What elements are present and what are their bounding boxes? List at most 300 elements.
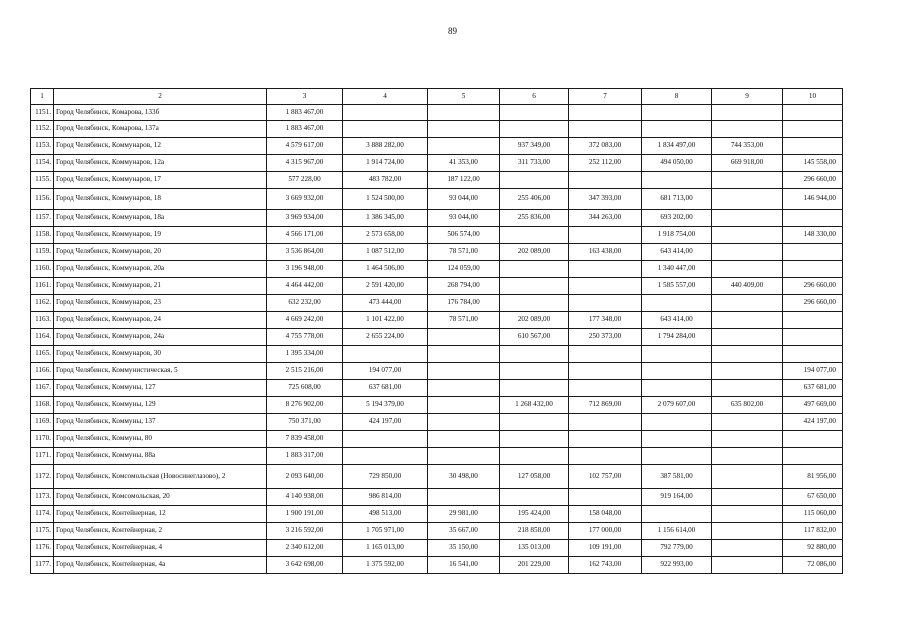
data-table bbox=[30, 88, 843, 574]
column-header: 8 bbox=[642, 89, 712, 105]
value-cell bbox=[428, 489, 500, 506]
table-row bbox=[31, 431, 843, 448]
table-row bbox=[31, 363, 843, 380]
value-cell: 296 660,00 bbox=[783, 278, 843, 295]
value-cell: 146 944,00 bbox=[783, 189, 843, 210]
value-cell: 2 591 420,00 bbox=[343, 278, 428, 295]
column-header: 3 bbox=[267, 89, 343, 105]
table-row bbox=[31, 523, 843, 540]
table-row bbox=[31, 448, 843, 465]
row-number-cell: 1171. bbox=[31, 448, 54, 465]
value-cell bbox=[500, 414, 569, 431]
value-cell bbox=[712, 172, 783, 189]
column-header: 6 bbox=[500, 89, 569, 105]
value-cell: 1 340 447,00 bbox=[642, 261, 712, 278]
value-cell: 986 814,00 bbox=[343, 489, 428, 506]
value-cell bbox=[569, 448, 642, 465]
table-row bbox=[31, 189, 843, 210]
value-cell: 148 330,00 bbox=[783, 227, 843, 244]
value-cell: 344 263,00 bbox=[569, 210, 642, 227]
page-number: 89 bbox=[448, 26, 457, 36]
row-number-cell: 1166. bbox=[31, 363, 54, 380]
value-cell: 1 375 592,00 bbox=[343, 557, 428, 574]
address-cell: Город Челябинск, Коммунаров, 20а bbox=[54, 261, 267, 278]
value-cell: 1 883 317,00 bbox=[267, 448, 343, 465]
value-cell bbox=[712, 346, 783, 363]
value-cell: 4 140 938,00 bbox=[267, 489, 343, 506]
value-cell: 2 079 607,00 bbox=[642, 397, 712, 414]
value-cell: 30 498,00 bbox=[428, 465, 500, 489]
address-cell: Город Челябинск, Коммуны, 127 bbox=[54, 380, 267, 397]
value-cell: 1 156 614,00 bbox=[642, 523, 712, 540]
value-cell bbox=[500, 346, 569, 363]
value-cell: 162 743,00 bbox=[569, 557, 642, 574]
value-cell bbox=[783, 312, 843, 329]
value-cell bbox=[783, 121, 843, 138]
value-cell bbox=[500, 261, 569, 278]
value-cell bbox=[569, 227, 642, 244]
value-cell: 4 669 242,00 bbox=[267, 312, 343, 329]
value-cell bbox=[428, 138, 500, 155]
column-header: 7 bbox=[569, 89, 642, 105]
value-cell: 1 101 422,00 bbox=[343, 312, 428, 329]
column-header: 2 bbox=[54, 89, 267, 105]
value-cell bbox=[500, 278, 569, 295]
value-cell: 792 779,00 bbox=[642, 540, 712, 557]
table-body bbox=[31, 105, 843, 574]
value-cell: 72 086,00 bbox=[783, 557, 843, 574]
value-cell: 4 566 171,00 bbox=[267, 227, 343, 244]
value-cell bbox=[428, 397, 500, 414]
value-cell: 7 839 458,00 bbox=[267, 431, 343, 448]
value-cell: 218 858,00 bbox=[500, 523, 569, 540]
table-row bbox=[31, 506, 843, 523]
address-cell: Город Челябинск, Коммунаров, 24а bbox=[54, 329, 267, 346]
value-cell: 725 608,00 bbox=[267, 380, 343, 397]
table-row bbox=[31, 261, 843, 278]
value-cell: 577 228,00 bbox=[267, 172, 343, 189]
value-cell: 1 395 334,00 bbox=[267, 346, 343, 363]
value-cell: 8 276 902,00 bbox=[267, 397, 343, 414]
address-cell: Город Челябинск, Коммунаров, 18 bbox=[54, 189, 267, 210]
value-cell: 1 918 754,00 bbox=[642, 227, 712, 244]
value-cell: 194 077,00 bbox=[343, 363, 428, 380]
row-number-cell: 1174. bbox=[31, 506, 54, 523]
value-cell: 35 150,00 bbox=[428, 540, 500, 557]
address-cell: Город Челябинск, Контейнерная, 4а bbox=[54, 557, 267, 574]
address-cell: Город Челябинск, Коммунаров, 30 bbox=[54, 346, 267, 363]
value-cell: 387 581,00 bbox=[642, 465, 712, 489]
row-number-cell: 1156. bbox=[31, 189, 54, 210]
address-cell: Город Челябинск, Контейнерная, 2 bbox=[54, 523, 267, 540]
value-cell bbox=[428, 105, 500, 121]
value-cell: 347 393,00 bbox=[569, 189, 642, 210]
value-cell: 255 406,00 bbox=[500, 189, 569, 210]
value-cell bbox=[428, 121, 500, 138]
table-row bbox=[31, 380, 843, 397]
value-cell: 1 165 013,00 bbox=[343, 540, 428, 557]
value-cell bbox=[712, 380, 783, 397]
value-cell: 2 093 640,00 bbox=[267, 465, 343, 489]
value-cell bbox=[783, 346, 843, 363]
table-row bbox=[31, 312, 843, 329]
value-cell: 2 515 216,00 bbox=[267, 363, 343, 380]
value-cell: 252 112,00 bbox=[569, 155, 642, 172]
value-cell bbox=[642, 414, 712, 431]
value-cell: 1 585 557,00 bbox=[642, 278, 712, 295]
column-header: 9 bbox=[712, 89, 783, 105]
value-cell bbox=[500, 172, 569, 189]
value-cell: 2 655 224,00 bbox=[343, 329, 428, 346]
table-row bbox=[31, 155, 843, 172]
value-cell bbox=[500, 489, 569, 506]
value-cell bbox=[343, 121, 428, 138]
value-cell: 41 353,00 bbox=[428, 155, 500, 172]
value-cell bbox=[642, 105, 712, 121]
value-cell: 296 660,00 bbox=[783, 172, 843, 189]
table-row bbox=[31, 105, 843, 121]
value-cell: 1 900 191,00 bbox=[267, 506, 343, 523]
value-cell: 3 642 698,00 bbox=[267, 557, 343, 574]
table-row bbox=[31, 329, 843, 346]
value-cell bbox=[712, 506, 783, 523]
row-number-cell: 1170. bbox=[31, 431, 54, 448]
value-cell: 1 524 500,00 bbox=[343, 189, 428, 210]
value-cell bbox=[569, 489, 642, 506]
value-cell bbox=[569, 105, 642, 121]
value-cell: 1 087 512,00 bbox=[343, 244, 428, 261]
value-cell bbox=[569, 172, 642, 189]
value-cell: 268 794,00 bbox=[428, 278, 500, 295]
value-cell bbox=[500, 363, 569, 380]
row-number-cell: 1164. bbox=[31, 329, 54, 346]
value-cell: 4 755 778,00 bbox=[267, 329, 343, 346]
value-cell: 3 536 864,00 bbox=[267, 244, 343, 261]
table-row bbox=[31, 465, 843, 489]
address-cell: Город Челябинск, Коммунаров, 17 bbox=[54, 172, 267, 189]
value-cell bbox=[569, 278, 642, 295]
column-header: 1 bbox=[31, 89, 54, 105]
address-cell: Город Челябинск, Комсомольская (Новосинеглазово), 2 bbox=[54, 465, 267, 489]
value-cell bbox=[642, 363, 712, 380]
row-number-cell: 1161. bbox=[31, 278, 54, 295]
row-number-cell: 1153. bbox=[31, 138, 54, 155]
column-header: 10 bbox=[783, 89, 843, 105]
address-cell: Город Челябинск, Коммунаров, 23 bbox=[54, 295, 267, 312]
value-cell: 498 513,00 bbox=[343, 506, 428, 523]
value-cell bbox=[712, 312, 783, 329]
value-cell bbox=[642, 506, 712, 523]
row-number-cell: 1159. bbox=[31, 244, 54, 261]
value-cell: 177 348,00 bbox=[569, 312, 642, 329]
value-cell: 250 373,00 bbox=[569, 329, 642, 346]
table-row bbox=[31, 172, 843, 189]
value-cell bbox=[712, 105, 783, 121]
value-cell bbox=[500, 227, 569, 244]
value-cell: 158 048,00 bbox=[569, 506, 642, 523]
row-number-cell: 1157. bbox=[31, 210, 54, 227]
value-cell: 102 757,00 bbox=[569, 465, 642, 489]
table-row bbox=[31, 244, 843, 261]
value-cell: 93 044,00 bbox=[428, 189, 500, 210]
table-row bbox=[31, 489, 843, 506]
value-cell bbox=[712, 189, 783, 210]
value-cell bbox=[712, 414, 783, 431]
value-cell bbox=[783, 431, 843, 448]
value-cell bbox=[428, 431, 500, 448]
value-cell: 635 802,00 bbox=[712, 397, 783, 414]
value-cell: 610 567,00 bbox=[500, 329, 569, 346]
value-cell: 16 541,00 bbox=[428, 557, 500, 574]
address-cell: Город Челябинск, Коммунаров, 18а bbox=[54, 210, 267, 227]
row-number-cell: 1162. bbox=[31, 295, 54, 312]
row-number-cell: 1165. bbox=[31, 346, 54, 363]
address-cell: Город Челябинск, Комсомольская, 20 bbox=[54, 489, 267, 506]
value-cell bbox=[428, 380, 500, 397]
value-cell bbox=[500, 448, 569, 465]
value-cell: 669 918,00 bbox=[712, 155, 783, 172]
value-cell: 4 464 442,00 bbox=[267, 278, 343, 295]
value-cell: 93 044,00 bbox=[428, 210, 500, 227]
value-cell bbox=[500, 380, 569, 397]
row-number-cell: 1177. bbox=[31, 557, 54, 574]
value-cell bbox=[783, 329, 843, 346]
value-cell bbox=[569, 121, 642, 138]
row-number-cell: 1154. bbox=[31, 155, 54, 172]
value-cell: 194 077,00 bbox=[783, 363, 843, 380]
value-cell: 35 667,00 bbox=[428, 523, 500, 540]
value-cell bbox=[712, 121, 783, 138]
column-header: 4 bbox=[343, 89, 428, 105]
value-cell: 4 315 967,00 bbox=[267, 155, 343, 172]
table-row bbox=[31, 540, 843, 557]
row-number-cell: 1151. bbox=[31, 105, 54, 121]
value-cell: 117 832,00 bbox=[783, 523, 843, 540]
value-cell: 729 850,00 bbox=[343, 465, 428, 489]
value-cell: 497 669,00 bbox=[783, 397, 843, 414]
table-row bbox=[31, 210, 843, 227]
row-number-cell: 1155. bbox=[31, 172, 54, 189]
value-cell: 681 713,00 bbox=[642, 189, 712, 210]
value-cell: 29 981,00 bbox=[428, 506, 500, 523]
value-cell bbox=[712, 295, 783, 312]
value-cell bbox=[712, 363, 783, 380]
address-cell: Город Челябинск, Коммунаров, 12 bbox=[54, 138, 267, 155]
table-row bbox=[31, 397, 843, 414]
value-cell bbox=[428, 329, 500, 346]
value-cell: 127 058,00 bbox=[500, 465, 569, 489]
address-cell: Город Челябинск, Коммунаров, 19 bbox=[54, 227, 267, 244]
value-cell bbox=[343, 346, 428, 363]
value-cell: 3 196 948,00 bbox=[267, 261, 343, 278]
value-cell: 1 794 284,00 bbox=[642, 329, 712, 346]
value-cell: 632 232,00 bbox=[267, 295, 343, 312]
address-cell: Город Челябинск, Коммуны, 137 bbox=[54, 414, 267, 431]
value-cell: 1 914 724,00 bbox=[343, 155, 428, 172]
value-cell: 1 705 971,00 bbox=[343, 523, 428, 540]
value-cell: 637 681,00 bbox=[343, 380, 428, 397]
value-cell bbox=[783, 210, 843, 227]
value-cell bbox=[712, 540, 783, 557]
table-row bbox=[31, 278, 843, 295]
table-row bbox=[31, 295, 843, 312]
row-number-cell: 1173. bbox=[31, 489, 54, 506]
value-cell: 494 050,00 bbox=[642, 155, 712, 172]
value-cell: 744 353,00 bbox=[712, 138, 783, 155]
value-cell: 3 669 932,00 bbox=[267, 189, 343, 210]
value-cell: 124 059,00 bbox=[428, 261, 500, 278]
value-cell: 3 888 282,00 bbox=[343, 138, 428, 155]
table-row bbox=[31, 414, 843, 431]
address-cell: Город Челябинск, Коммуны, 129 bbox=[54, 397, 267, 414]
address-cell: Город Челябинск, Коммунаров, 20 bbox=[54, 244, 267, 261]
value-cell bbox=[569, 346, 642, 363]
value-cell: 163 438,00 bbox=[569, 244, 642, 261]
value-cell: 643 414,00 bbox=[642, 312, 712, 329]
value-cell bbox=[712, 261, 783, 278]
value-cell bbox=[642, 346, 712, 363]
value-cell: 255 836,00 bbox=[500, 210, 569, 227]
value-cell bbox=[500, 105, 569, 121]
value-cell: 372 083,00 bbox=[569, 138, 642, 155]
row-number-cell: 1169. bbox=[31, 414, 54, 431]
value-cell bbox=[500, 121, 569, 138]
value-cell: 637 681,00 bbox=[783, 380, 843, 397]
row-number-cell: 1172. bbox=[31, 465, 54, 489]
value-cell bbox=[569, 363, 642, 380]
row-number-cell: 1168. bbox=[31, 397, 54, 414]
address-cell: Город Челябинск, Коммунаров, 21 bbox=[54, 278, 267, 295]
row-number-cell: 1158. bbox=[31, 227, 54, 244]
column-header: 5 bbox=[428, 89, 500, 105]
value-cell: 187 122,00 bbox=[428, 172, 500, 189]
value-cell bbox=[712, 244, 783, 261]
value-cell: 1 386 345,00 bbox=[343, 210, 428, 227]
value-cell: 1 268 432,00 bbox=[500, 397, 569, 414]
value-cell bbox=[428, 363, 500, 380]
value-cell bbox=[642, 431, 712, 448]
address-cell: Город Челябинск, Комарова, 137а bbox=[54, 121, 267, 138]
value-cell bbox=[712, 489, 783, 506]
table-row bbox=[31, 346, 843, 363]
value-cell: 201 229,00 bbox=[500, 557, 569, 574]
value-cell bbox=[500, 295, 569, 312]
value-cell: 311 733,00 bbox=[500, 155, 569, 172]
value-cell: 440 409,00 bbox=[712, 278, 783, 295]
address-cell: Город Челябинск, Коммунаров, 24 bbox=[54, 312, 267, 329]
value-cell bbox=[569, 295, 642, 312]
value-cell bbox=[642, 121, 712, 138]
value-cell bbox=[343, 105, 428, 121]
address-cell: Город Челябинск, Коммуны, 88а bbox=[54, 448, 267, 465]
value-cell bbox=[712, 210, 783, 227]
value-cell: 1 883 467,00 bbox=[267, 121, 343, 138]
value-cell: 424 197,00 bbox=[783, 414, 843, 431]
value-cell: 67 650,00 bbox=[783, 489, 843, 506]
row-number-cell: 1175. bbox=[31, 523, 54, 540]
value-cell bbox=[642, 295, 712, 312]
value-cell bbox=[642, 172, 712, 189]
value-cell: 115 060,00 bbox=[783, 506, 843, 523]
address-cell: Город Челябинск, Контейнерная, 12 bbox=[54, 506, 267, 523]
value-cell bbox=[712, 448, 783, 465]
value-cell: 135 013,00 bbox=[500, 540, 569, 557]
value-cell bbox=[343, 431, 428, 448]
value-cell: 506 574,00 bbox=[428, 227, 500, 244]
value-cell: 177 000,00 bbox=[569, 523, 642, 540]
value-cell bbox=[712, 465, 783, 489]
value-cell: 78 571,00 bbox=[428, 312, 500, 329]
value-cell: 109 191,00 bbox=[569, 540, 642, 557]
value-cell: 3 969 934,00 bbox=[267, 210, 343, 227]
value-cell: 712 869,00 bbox=[569, 397, 642, 414]
value-cell bbox=[712, 523, 783, 540]
address-cell: Город Челябинск, Коммуны, 80 bbox=[54, 431, 267, 448]
value-cell: 5 194 379,00 bbox=[343, 397, 428, 414]
value-cell: 922 993,00 bbox=[642, 557, 712, 574]
value-cell: 937 349,00 bbox=[500, 138, 569, 155]
value-cell: 2 340 612,00 bbox=[267, 540, 343, 557]
value-cell bbox=[783, 448, 843, 465]
value-cell: 2 573 658,00 bbox=[343, 227, 428, 244]
row-number-cell: 1163. bbox=[31, 312, 54, 329]
value-cell bbox=[428, 414, 500, 431]
value-cell: 919 164,00 bbox=[642, 489, 712, 506]
value-cell: 643 414,00 bbox=[642, 244, 712, 261]
value-cell bbox=[642, 448, 712, 465]
address-cell: Город Челябинск, Комарова, 133б bbox=[54, 105, 267, 121]
value-cell: 483 782,00 bbox=[343, 172, 428, 189]
value-cell: 145 558,00 bbox=[783, 155, 843, 172]
value-cell bbox=[642, 380, 712, 397]
value-cell bbox=[783, 244, 843, 261]
value-cell: 78 571,00 bbox=[428, 244, 500, 261]
value-cell bbox=[428, 346, 500, 363]
value-cell bbox=[783, 261, 843, 278]
value-cell: 296 660,00 bbox=[783, 295, 843, 312]
address-cell: Город Челябинск, Контейнерная, 4 bbox=[54, 540, 267, 557]
value-cell: 176 784,00 bbox=[428, 295, 500, 312]
value-cell bbox=[712, 431, 783, 448]
value-cell bbox=[783, 138, 843, 155]
value-cell bbox=[712, 557, 783, 574]
value-cell: 81 956,00 bbox=[783, 465, 843, 489]
table-header-row bbox=[31, 89, 843, 105]
value-cell: 1 883 467,00 bbox=[267, 105, 343, 121]
address-cell: Город Челябинск, Коммунистическая, 5 bbox=[54, 363, 267, 380]
value-cell bbox=[783, 105, 843, 121]
value-cell: 693 202,00 bbox=[642, 210, 712, 227]
value-cell: 4 579 617,00 bbox=[267, 138, 343, 155]
value-cell: 195 424,00 bbox=[500, 506, 569, 523]
row-number-cell: 1167. bbox=[31, 380, 54, 397]
value-cell: 92 880,00 bbox=[783, 540, 843, 557]
row-number-cell: 1152. bbox=[31, 121, 54, 138]
table-row bbox=[31, 227, 843, 244]
table-row bbox=[31, 557, 843, 574]
value-cell: 202 089,00 bbox=[500, 312, 569, 329]
address-cell: Город Челябинск, Коммунаров, 12а bbox=[54, 155, 267, 172]
value-cell bbox=[569, 380, 642, 397]
table-row bbox=[31, 121, 843, 138]
value-cell: 424 197,00 bbox=[343, 414, 428, 431]
value-cell: 473 444,00 bbox=[343, 295, 428, 312]
value-cell bbox=[569, 261, 642, 278]
row-number-cell: 1160. bbox=[31, 261, 54, 278]
value-cell bbox=[569, 431, 642, 448]
value-cell bbox=[712, 227, 783, 244]
value-cell: 1 834 497,00 bbox=[642, 138, 712, 155]
